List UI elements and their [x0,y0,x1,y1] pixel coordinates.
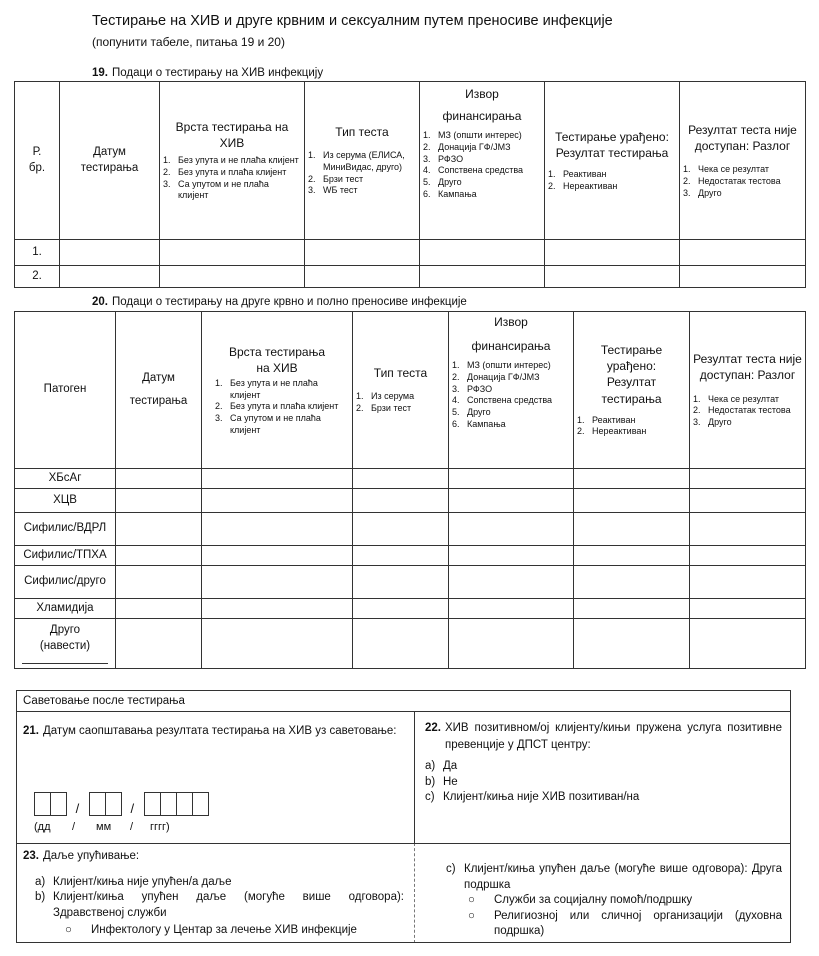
table-cell-input[interactable] [202,513,353,546]
table-row [15,469,806,489]
table-row [15,546,806,566]
table-cell-input[interactable] [690,566,806,599]
table-cell-input[interactable] [202,489,353,513]
table-cell-input[interactable] [202,566,353,599]
table-row [15,240,806,266]
table-cell-input[interactable] [690,469,806,489]
table-cell-input[interactable] [353,599,449,619]
col-header-test-kind: Врста тестирања на ХИВ 1. Без упута и не плаћа клијент 2. Без упута и плаћа клијент 3. Са упутом и не плаћа клијент [160,82,305,240]
table-cell-input[interactable] [353,619,449,669]
table-cell-input[interactable] [305,240,420,266]
table-cell-input[interactable] [305,266,420,288]
month-digit-2[interactable] [105,792,122,816]
col-header-result-unavailable: Резултат теста није доступан: Разлог 1. Чека се резултат 2. Недостатак тестова 3. Друго [690,312,806,469]
table-cell-input[interactable] [449,513,574,546]
funding-option-5: 5. Друго [452,407,491,418]
col-header-date: Датум тестирања [60,82,160,240]
option-22-3[interactable]: c) Клијент/киња није ХИВ позитиван/на [425,791,640,804]
table-cell-input[interactable] [690,619,806,669]
col-header-test-type: Тип теста 1. Из серума 2. Брзи тест [353,312,449,469]
table-cell-input[interactable] [690,599,806,619]
option-23b-infectologist[interactable]: ○ Инфектологу у Центар за лечење ХИВ инфекције [65,924,357,937]
row-label: Хламидија [15,599,116,619]
table-cell-input[interactable] [202,599,353,619]
test-type-option-3: 3. WБ тест [308,185,358,196]
test-kind-option-2: 2. Без упута и плаћа клијент [163,167,287,177]
table-cell-input[interactable] [449,469,574,489]
col-header-result: Тестирање урађено: Резултат тестирања 1. Реактиван 2. Нереактиван [574,312,690,469]
table-cell-input[interactable] [545,240,680,266]
table-cell-input[interactable] [574,546,690,566]
col-header-result: Тестирање урађено: Резултат тестирања 1. Реактиван 2. Нереактиван [545,82,680,240]
table-cell-input[interactable] [449,566,574,599]
table-cell-input[interactable] [160,266,305,288]
year-digit-4[interactable] [192,792,209,816]
result-option-1: 1. Реактиван [577,414,636,425]
col-header-row-number: Р. бр. [15,82,60,240]
table-cell-input[interactable] [160,240,305,266]
table-cell-input[interactable] [420,240,545,266]
col-header-test-type: Тип теста 1. Из серума (ЕЛИСА, МиниВидас, друго) 2. Брзи тест 3. WБ тест [305,82,420,240]
question-21: 21. Датум саопштавања резултата тестирања на ХИВ уз саветовање: / / (дд / мм / гггг) [16,711,415,844]
question-23-text: Даље упућивање: [43,850,140,862]
unavailable-reason-option-2: 2. Недостатак тестова [693,405,791,416]
section-20-heading: 20. Подаци о тестирању на друге крвно и полно преносиве инфекције [92,296,467,308]
option-22-1[interactable]: a) Да [425,760,458,773]
table-cell-input[interactable] [449,619,574,669]
table-cell-input[interactable] [574,599,690,619]
row-label: ХЦВ [15,489,116,513]
funding-option-1: 1. МЗ (општи интерес) [423,130,522,141]
option-23c-sub-1[interactable]: ○ Служби за социјалну помоћ/подршку [468,894,693,907]
table-cell-input[interactable] [202,619,353,669]
option-22-2[interactable]: b) Не [425,775,458,788]
funding-option-4: 4. Сопствена средства [423,165,524,176]
page-subtitle: (попунити табеле, питања 19 и 20) [92,35,285,49]
table-row [15,513,806,546]
row-label: ХБсАг [15,469,116,489]
test-type-option-1: 1. Из серума [356,391,415,402]
funding-option-4: 4. Сопствена средства [452,395,553,406]
table-cell-input[interactable] [353,513,449,546]
year-digit-1[interactable] [144,792,161,816]
question-22-text: ХИВ позитивном/ој клијенту/кињи пружена услуга позитивне превенције у ДПСТ центру: [445,722,782,751]
table-cell-input[interactable] [574,513,690,546]
unavailable-reason-option-1: 1. Чека се резултат [683,164,769,175]
row-label: 1. [15,240,60,266]
table-cell-input[interactable] [574,619,690,669]
date-boxes: / / [34,792,208,816]
row-label: Сифилис/ТПХА [15,546,116,566]
table-cell-input[interactable] [353,546,449,566]
table-cell-input[interactable] [574,566,690,599]
test-kind-option-3: 3. Са упутом и не плаћа клијент [163,178,269,201]
funding-option-3: 3. РФЗО [452,383,493,394]
table-cell-input[interactable] [690,513,806,546]
unavailable-reason-option-1: 1. Чека се резултат [693,393,779,404]
test-kind-option-1: 1. Без упута и не плаћа клијент [163,155,299,166]
sti-testing-table [14,311,806,669]
counselling-heading: Саветовање после тестирања [23,695,185,707]
unavailable-reason-option-3: 3. Друго [683,187,722,198]
hiv-testing-table [14,81,806,288]
result-option-2: 2. Нереактиван [548,180,618,191]
table-cell-input[interactable] [353,489,449,513]
funding-option-1: 1. МЗ (општи интерес) [452,360,551,371]
table-cell-input[interactable] [116,566,202,599]
funding-option-5: 5. Друго [423,177,462,188]
day-digit-1[interactable] [34,792,51,816]
table-cell-input[interactable] [449,599,574,619]
table-cell-input[interactable] [449,489,574,513]
table-cell-input[interactable] [449,546,574,566]
section-19-heading: 19. Подаци о тестирању на ХИВ инфекцију [92,67,324,79]
table-cell-input[interactable] [116,599,202,619]
table-row [15,619,806,669]
page-title: Тестирање на ХИВ и друге крвним и сексуалним путем преносиве инфекције [92,13,613,29]
table-row [15,489,806,513]
row-label: Друго (навести) [15,619,116,669]
question-21-text: Датум саопштавања резултата тестирања на ХИВ уз саветовање: [43,725,397,737]
col-header-result-unavailable: Резултат теста није доступан: Разлог 1. Чека се резултат 2. Недостатак тестова 3. Друго [680,82,806,240]
table-cell-input[interactable] [545,266,680,288]
table-cell-input[interactable] [116,619,202,669]
table-cell-input[interactable] [202,469,353,489]
date-legend: (дд / мм / гггг) [34,821,170,833]
test-kind-option-2: 2. Без упута и плаћа клијент [215,401,339,412]
result-option-1: 1. Реактиван [548,169,607,179]
question-23-left: 23. Даље упућивање: a) Клијент/киња није упућен/а даље b) Клијент/киња упућен даље (могуће више одговора): Здравственој служби ○ Инфектологу у Центар за лечење ХИВ инфекције [16,843,415,943]
test-type-option-2: 2. Брзи тест [356,403,412,414]
question-23-right [414,843,791,943]
unavailable-reason-option-3: 3. Друго [693,417,732,428]
table-cell-input[interactable] [116,546,202,566]
table-cell-input[interactable] [116,469,202,489]
option-23b[interactable]: b) Клијент/киња упућен даље (могуће више одговора): Здравственој служби [35,891,404,919]
table-cell-input[interactable] [680,240,806,266]
funding-option-2: 2. Донација ГФ/ЈМЗ [452,372,540,383]
counselling-heading-box [16,690,791,712]
year-digit-3[interactable] [176,792,193,816]
col-header-date: Датум тестирања [116,312,202,469]
test-kind-option-3: 3. Са упутом и не плаћа клијент [215,413,321,435]
table-cell-input[interactable] [690,546,806,566]
test-kind-option-1: 1. Без упута и не плаћа клијент [215,377,318,400]
option-23c[interactable]: c) Клијент/киња упућен даље (могуће више одговора): Друга подршка [446,863,782,891]
table-cell-input[interactable] [690,489,806,513]
table-cell-input[interactable] [116,489,202,513]
funding-option-6: 6. Кампања [423,188,477,199]
table-cell-input[interactable] [680,266,806,288]
test-type-option-1: 1. Из серума (ЕЛИСА, МиниВидас, друго) [308,150,405,172]
table-cell-input[interactable] [60,240,160,266]
col-header-test-kind: Врста тестирања на ХИВ 1. Без упута и не плаћа клијент 2. Без упута и плаћа клијент 3. Са упутом и не плаћа клијент [202,312,353,469]
col-header-funding: Извор финансирања 1. МЗ (општи интерес) 2. Донација ГФ/ЈМЗ 3. РФЗО 4. Сопствена средства 5. Друго 6. Кампања [449,312,574,469]
table-cell-input[interactable] [574,469,690,489]
table-cell-input[interactable] [60,266,160,288]
row-label: Сифилис/друго [15,566,116,599]
table-cell-input[interactable] [420,266,545,288]
table-cell-input[interactable] [353,566,449,599]
row-label: Сифилис/ВДРЛ [15,513,116,546]
funding-option-6: 6. Кампања [452,418,506,429]
table-row [15,266,806,288]
option-23a[interactable]: a) Клијент/киња није упућен/а даље [35,875,232,888]
option-23c-sub-2[interactable]: ○ Религиозној или сличној организацији (духовна подршка) [468,909,782,938]
col-header-funding: Извор финансирања 1. МЗ (општи интерес) 2. Донација ГФ/ЈМЗ 3. РФЗО 4. Сопствена средства 5. Друго 6. Кампања [420,82,545,240]
col-header-pathogen: Патоген [15,312,116,469]
day-digit-2[interactable] [50,792,67,816]
table-row [15,566,806,599]
year-digit-2[interactable] [160,792,177,816]
table-cell-input[interactable] [353,469,449,489]
result-option-2: 2. Нереактиван [577,426,647,437]
table-row [15,599,806,619]
question-22: 22. ХИВ позитивном/ој клијенту/кињи пружена услуга позитивне превенције у ДПСТ центру: a) Да b) Не c) Клијент/киња није ХИВ позитиван/на [414,711,791,844]
row-label: 2. [15,266,60,288]
month-digit-1[interactable] [89,792,106,816]
unavailable-reason-option-2: 2. Недостатак тестова [683,175,781,186]
test-type-option-2: 2. Брзи тест [308,173,364,184]
table-cell-input[interactable] [574,489,690,513]
funding-option-2: 2. Донација ГФ/ЈМЗ [423,142,511,153]
table-cell-input[interactable] [116,513,202,546]
funding-option-3: 3. РФЗО [423,153,464,164]
table-cell-input[interactable] [202,546,353,566]
